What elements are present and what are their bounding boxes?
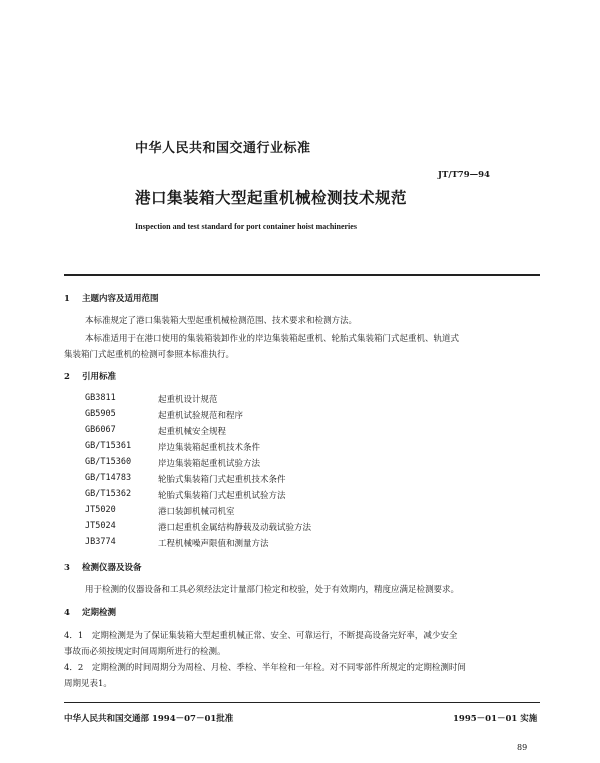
standard-category-title: 中华人民共和国交通行业标准 (135, 141, 311, 156)
paragraph-continuation: 集装箱门式起重机的检测可参照本标准执行。 (64, 350, 235, 360)
page-number: 89 (517, 743, 528, 752)
reference-title: 起重机械安全规程 (158, 427, 227, 437)
section-title: 检测仪器及设备 (82, 563, 142, 573)
english-title: Inspection and test standard for port container hoist machineries (135, 222, 357, 231)
reference-code: GB/T15360 (85, 457, 132, 467)
reference-code: GB/T15361 (85, 441, 132, 451)
section-number: 3 (64, 563, 70, 573)
reference-code: JT5024 (85, 521, 116, 531)
reference-code: JB3774 (85, 537, 116, 547)
approval-date: 中华人民共和国交通部 1994－07－01批准 (64, 714, 234, 724)
reference-title: 轮胎式集装箱门式起重机试验方法 (158, 491, 286, 501)
bottom-divider (64, 702, 540, 703)
effective-date: 1995－01－01 实施 (453, 714, 538, 724)
section-number: 4 (64, 608, 70, 618)
reference-title: 岸边集装箱起重机技术条件 (158, 443, 261, 453)
reference-title: 工程机械噪声限值和测量方法 (158, 539, 269, 549)
section-title: 引用标准 (82, 372, 117, 382)
paragraph: 用于检测的仪器设备和工具必须经法定计量部门检定和校验，处于有效期内，精度应满足检测要求。 (85, 585, 460, 595)
section-number: 1 (64, 294, 70, 304)
reference-title: 岸边集装箱起重机试验方法 (158, 459, 261, 469)
section-2-heading (64, 370, 116, 382)
reference-title: 起重机试验规范和程序 (158, 411, 244, 421)
reference-code: GB3811 (85, 393, 116, 403)
section-4-heading (64, 606, 116, 618)
standard-code: JT/T79—94 (438, 170, 490, 180)
reference-code: JT5020 (85, 505, 116, 515)
section-3-heading (64, 561, 142, 573)
reference-code: GB5905 (85, 409, 116, 419)
section-1-heading (64, 292, 159, 304)
section-number: 2 (64, 372, 70, 382)
document-title: 港口集装箱大型起重机械检测技术规范 (135, 188, 408, 207)
section-title: 主题内容及适用范围 (82, 294, 159, 304)
reference-code: GB/T14783 (85, 473, 132, 483)
paragraph-continuation: 周期见表1。 (64, 679, 112, 689)
reference-code: GB/T15362 (85, 489, 132, 499)
reference-title: 起重机设计规范 (158, 395, 218, 405)
reference-title: 港口装卸机械司机室 (158, 507, 235, 517)
paragraph-continuation: 事故而必须按规定时间周期所进行的检测。 (64, 647, 226, 657)
top-divider (64, 274, 540, 276)
paragraph: 4．1 定期检测是为了保证集装箱大型起重机械正常、安全、可靠运行，不断提高设备完好率，减少安全 (64, 631, 458, 641)
paragraph: 本标准适用于在港口使用的集装箱装卸作业的岸边集装箱起重机、轮胎式集装箱门式起重机、轨道式 (85, 334, 460, 344)
reference-title: 轮胎式集装箱门式起重机技术条件 (158, 475, 286, 485)
reference-title: 港口起重机金属结构静载及动载试验方法 (158, 523, 312, 533)
paragraph: 本标准规定了港口集装箱大型起重机械检测范围、技术要求和检测方法。 (85, 316, 358, 326)
reference-code: GB6067 (85, 425, 116, 435)
paragraph: 4．2 定期检测的时间周期分为周检、月检、季检、半年检和一年检。对不同零部件所规定的定期检测时间 (64, 663, 466, 673)
section-title: 定期检测 (82, 608, 117, 618)
